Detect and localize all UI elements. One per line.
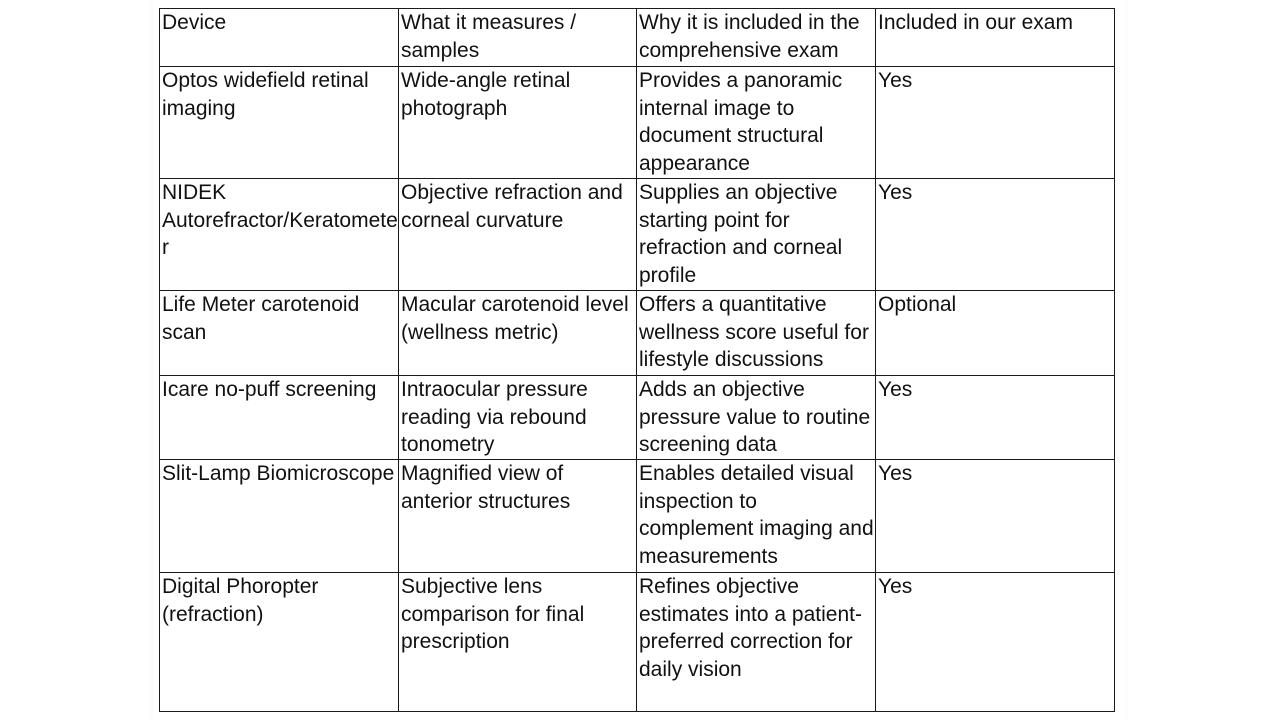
device-cell: Optos widefield retinal imaging	[160, 67, 399, 179]
measures-cell: Subjective lens comparison for final prescription	[399, 573, 637, 712]
header-cell-device: Device	[160, 9, 399, 67]
reason-cell: Provides a panoramic internal image to document structural appearance	[637, 67, 876, 179]
table-row	[160, 376, 1115, 460]
reason-cell: Enables detailed visual inspection to complement imaging and measurements	[637, 460, 876, 573]
included-cell: Yes	[876, 460, 1115, 573]
measures-cell: Intraocular pressure reading via rebound tonometry	[399, 376, 637, 460]
included-cell: Yes	[876, 67, 1115, 179]
measures-cell: Macular carotenoid level (wellness metric)	[399, 291, 637, 376]
device-cell: Icare no-puff screening	[160, 376, 399, 460]
reason-cell: Refines objective estimates into a patient-preferred correction for daily vision	[637, 573, 876, 712]
device-cell: NIDEK Autorefractor/Keratometer	[160, 179, 399, 291]
table-row	[160, 179, 1115, 291]
measures-cell: Wide-angle retinal photograph	[399, 67, 637, 179]
included-cell: Yes	[876, 179, 1115, 291]
device-cell: Life Meter carotenoid scan	[160, 291, 399, 376]
measures-cell: Objective refraction and corneal curvature	[399, 179, 637, 291]
device-comparison-table	[159, 8, 1115, 712]
table-row	[160, 573, 1115, 712]
included-cell: Yes	[876, 376, 1115, 460]
table-header-row	[160, 9, 1115, 67]
reason-cell: Adds an objective pressure value to routine screening data	[637, 376, 876, 460]
measures-cell: Magnified view of anterior structures	[399, 460, 637, 573]
device-cell: Digital Phoropter (refraction)	[160, 573, 399, 712]
table-row	[160, 67, 1115, 179]
included-cell: Yes	[876, 573, 1115, 712]
table-row	[160, 460, 1115, 573]
header-cell-included: Included in our exam	[876, 9, 1115, 67]
header-cell-why-included: Why it is included in the comprehensive exam	[637, 9, 876, 67]
device-cell: Slit-Lamp Biomicroscope	[160, 460, 399, 573]
reason-cell: Offers a quantitative wellness score useful for lifestyle discussions	[637, 291, 876, 376]
header-cell-measures: What it measures / samples	[399, 9, 637, 67]
included-cell: Optional	[876, 291, 1115, 376]
table-row	[160, 291, 1115, 376]
reason-cell: Supplies an objective starting point for refraction and corneal profile	[637, 179, 876, 291]
